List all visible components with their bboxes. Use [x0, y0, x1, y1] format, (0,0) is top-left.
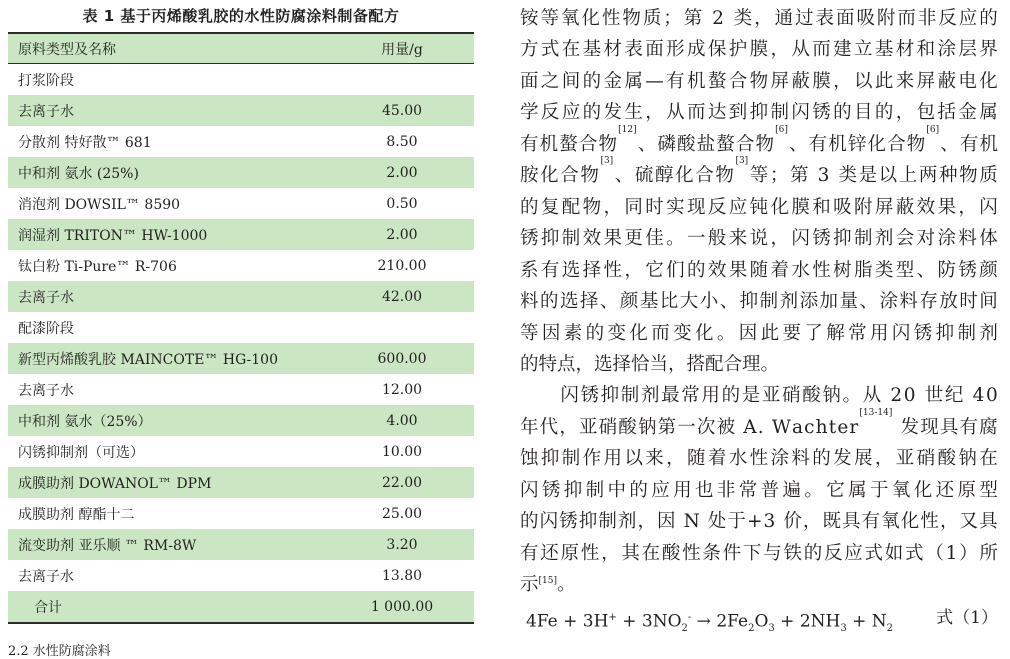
citation-ref: [3]	[735, 156, 749, 167]
ingredient-amount: 13.80	[381, 567, 423, 584]
equation-subscript: 2	[681, 622, 688, 634]
ingredient-name: 合计	[8, 591, 330, 623]
table-row	[8, 467, 474, 498]
paragraph-line: 有 机 螯 合 物 [12] 、 磷 酸 盐 螯 合 物 [6] 、 有 机 锌 化 合 物 [6] 、 有 机	[520, 130, 998, 160]
ingredient-name: 配漆阶段	[18, 320, 74, 337]
citation-ref: [6]	[775, 124, 788, 135]
ingredient-amount: 4.00	[330, 405, 474, 436]
table-row	[8, 498, 474, 529]
paragraph-line: 锈 抑 制 效 果 更 佳 。 一 般 来 说 ， 闪 锈 抑 制 剂 会 对 涂 料 体	[520, 228, 998, 250]
ingredient-amount: 22.00	[330, 467, 474, 498]
ingredient-amount: 0.50	[386, 195, 418, 212]
paragraph-line: 系 有 选 择 性 ， 它 们 的 效 果 随 着 水 性 树 脂 类 型 、 防 锈 颜	[520, 259, 998, 281]
next-section-heading-fragment: 2.2 水性防腐涂料	[8, 644, 111, 659]
paragraph-line	[520, 570, 998, 600]
equation-term: + 3NO	[616, 611, 682, 632]
ingredient-amount: 1 000.00	[330, 591, 474, 623]
equation-term: O	[754, 611, 769, 632]
ingredient-amount: 12.00	[381, 381, 423, 398]
ingredient-name: 打浆阶段	[18, 72, 74, 89]
paragraph-line: 闪 锈 抑 制 中 的 应 用 也 非 常 普 遍 。 它 属 于 氧 化 还 原 型	[520, 479, 998, 501]
ingredient-name: 钛白粉 Ti-Pure™ R-706	[18, 258, 177, 275]
table-row	[8, 560, 474, 591]
equation-subscript: 3	[768, 622, 775, 634]
equation-subscript: 2	[886, 622, 894, 634]
paragraph-line	[520, 350, 998, 380]
ingredient-name: 去离子水	[8, 281, 330, 312]
equation-1	[526, 603, 998, 633]
ingredient-name: 消泡剂 DOWSIL™ 8590	[18, 196, 181, 213]
text-segment: 示	[520, 574, 539, 596]
paragraph-line: 的 闪 锈 抑 制 剂 ， 因 N 处 于 + 3 价 ， 既 具 有 氧 化 性 ， 又 具	[520, 511, 998, 533]
table-row	[8, 591, 474, 623]
equation-subscript: 2	[748, 622, 755, 634]
table-row	[8, 64, 474, 96]
paragraph-line: 闪 锈 抑 制 剂 最 常 用 的 是 亚 硝 酸 钠 。 从 2 0 世 纪 4 0	[560, 385, 998, 407]
ingredient-name: 分散剂 特好散™ 681	[18, 134, 152, 151]
table-title: 表 1 基于丙烯酸乳胶的水性防腐涂料制备配方	[82, 7, 400, 25]
paragraph-line: 胺 化 合 物 [3] 、 硫 醇 化 合 物 [3] 等 ； 第 3 类 是 以 上 两 种 物 质	[520, 161, 998, 191]
paragraph-line: 的 复 配 物 ， 同 时 实 现 反 应 钝 化 膜 和 吸 附 屏 蔽 效 果 ， 闪	[520, 196, 998, 218]
ingredient-name: 成膜助剂 醇酯十二	[18, 506, 135, 523]
ingredient-amount: 3.20	[330, 529, 474, 560]
table-row	[8, 343, 474, 374]
equation-term: 2Fe	[716, 611, 749, 632]
paragraph-line: 年 代 ， 亚 硝 酸 钠 第 一 次 被 A . W a c h t e r [13-14] 发 现 具 有 腐	[520, 413, 998, 443]
ingredient-amount: 210.00	[377, 257, 427, 274]
ingredient-amount	[330, 64, 474, 96]
ingredient-amount: 2.00	[330, 219, 474, 250]
table-row	[8, 250, 474, 281]
paragraph-line: 有 还 原 性 ， 其 在 酸 性 条 件 下 与 铁 的 反 应 式 如 式 （ 1 ） 所	[520, 542, 998, 564]
ingredient-name: 闪锈抑制剂（可选）	[18, 444, 144, 461]
citation-ref: [12]	[618, 124, 637, 135]
table-row	[8, 405, 474, 436]
table-body	[8, 64, 474, 624]
equation-charge: -	[687, 611, 692, 623]
table-row	[8, 188, 474, 219]
ingredient-name: 中和剂 氨水（25%）	[8, 405, 330, 436]
text-segment: 的特点，选择恰当，搭配合理。	[520, 353, 780, 375]
column-header-amount: 用量/g	[330, 33, 474, 64]
paragraph-line: 料 的 选 择 、 颜 基 比 大 小 、 抑 制 剂 添 加 量 、 涂 料 存 放 时 间	[520, 291, 998, 313]
paragraph-line: 方 式 在 基 材 表 面 形 成 保 护 膜 ， 从 而 建 立 基 材 和 涂 层 界	[520, 39, 998, 61]
table-header-row	[8, 33, 474, 64]
ingredient-amount: 2.00	[330, 157, 474, 188]
ingredient-name: 去离子水	[8, 95, 330, 126]
reaction-arrow: →	[691, 611, 717, 632]
paragraph-line: 铵 等 氧 化 性 物 质 ； 第 2 类 ， 通 过 表 面 吸 附 而 非 反 应 的	[520, 8, 998, 29]
ingredient-amount: 45.00	[330, 95, 474, 126]
table-row	[8, 529, 474, 560]
table-row	[8, 436, 474, 467]
citation-ref: [3]	[600, 156, 614, 167]
equation-term: 4Fe + 3H	[526, 611, 609, 632]
left-column	[8, 0, 474, 659]
equation-term: + N	[846, 611, 887, 632]
table-row	[8, 219, 474, 250]
formulation-table	[8, 32, 474, 624]
ingredient-name: 流变助剂 亚乐顺 ™ RM-8W	[8, 529, 330, 560]
table-row	[8, 157, 474, 188]
citation-ref: [6]	[926, 124, 940, 135]
paragraph-line: 蚀 抑 制 作 用 以 来 ， 随 着 水 性 涂 料 的 发 展 ， 亚 硝 酸 钠 在	[520, 448, 998, 470]
ingredient-name: 润湿剂 TRITON™ HW-1000	[8, 219, 330, 250]
text-segment: 。	[557, 574, 576, 596]
ingredient-name: 去离子水	[18, 382, 74, 399]
ingredient-name: 中和剂 氨水 (25%)	[8, 157, 330, 188]
ingredient-amount: 10.00	[381, 443, 423, 460]
citation-ref: [15]	[538, 575, 557, 586]
citation-ref: [13-14]	[859, 407, 893, 418]
table-row	[8, 312, 474, 343]
paragraph-line: 等 因 素 的 变 化 而 变 化 。 因 此 要 了 解 常 用 闪 锈 抑 制 剂	[520, 322, 998, 344]
ingredient-name: 成膜助剂 DOWANOL™ DPM	[8, 467, 330, 498]
paragraph-line: 学 反 应 的 发 生 ， 从 而 达 到 抑 制 闪 锈 的 目 的 ， 包 括 金 属	[520, 102, 998, 124]
table-row	[8, 374, 474, 405]
ingredient-name: 去离子水	[18, 568, 74, 585]
ingredient-amount: 600.00	[330, 343, 474, 374]
table-row	[8, 281, 474, 312]
column-header-name: 原料类型及名称	[8, 33, 330, 64]
table-row	[8, 95, 474, 126]
ingredient-amount	[330, 312, 474, 343]
ingredient-amount: 25.00	[381, 505, 423, 522]
ingredient-amount: 42.00	[330, 281, 474, 312]
table-row	[8, 126, 474, 157]
ingredient-amount: 8.50	[386, 133, 418, 150]
equation-subscript: 3	[840, 622, 847, 634]
paragraph-line: 面 之 间 的 金 属 — 有 机 螯 合 物 屏 蔽 膜 ， 以 此 来 屏 蔽 电 化	[520, 70, 998, 92]
ingredient-name: 新型丙烯酸乳胶 MAINCOTE™ HG-100	[8, 343, 330, 374]
equation-term: + 2NH	[774, 611, 841, 632]
equation-charge: +	[608, 611, 617, 623]
equation-label: 式（1）	[936, 607, 998, 628]
